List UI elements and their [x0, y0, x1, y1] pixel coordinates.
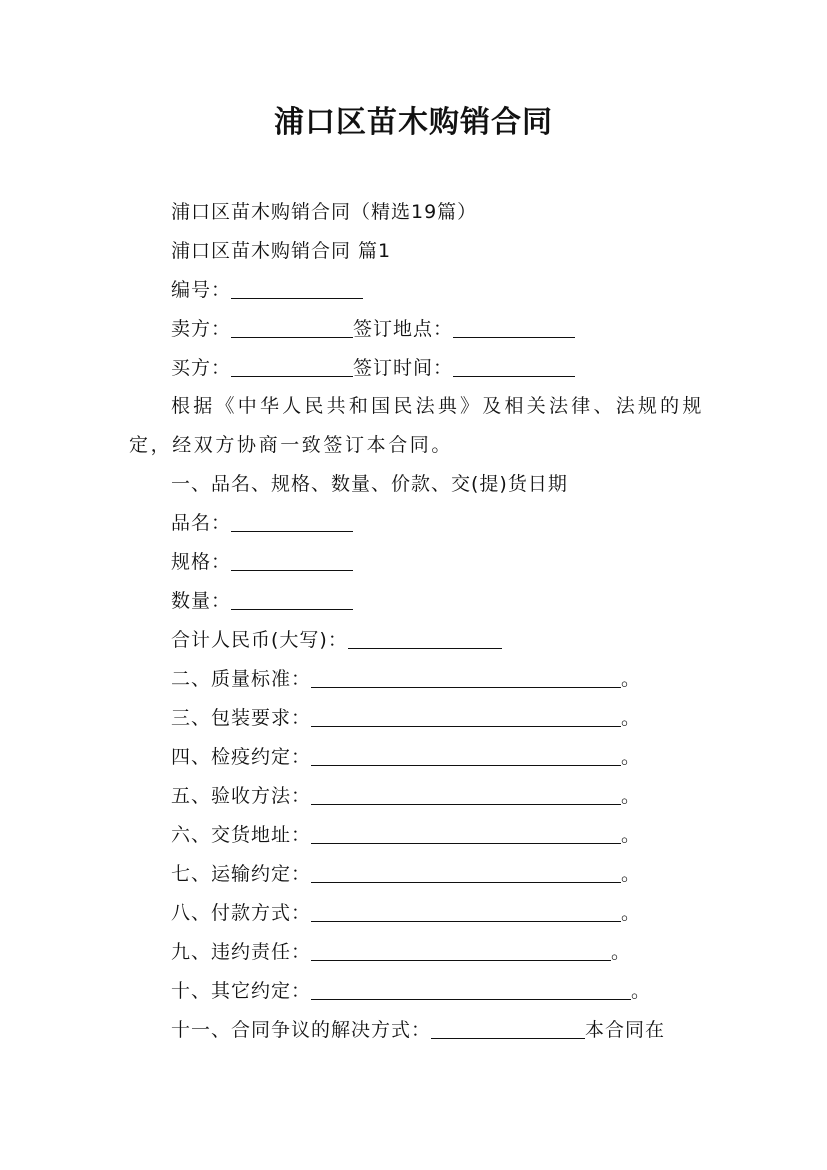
clause-row: [171, 783, 641, 809]
clause-blank: [311, 669, 621, 688]
sign-place-blank: [453, 319, 575, 338]
clause-blank: [311, 786, 621, 805]
clause-label: 三、包装要求：: [171, 707, 312, 729]
total-label: 合计人民币(大写)：: [171, 629, 348, 651]
sign-place-label: 签订地点：: [353, 318, 454, 340]
clause-label: 六、交货地址：: [171, 824, 312, 846]
item1-heading: 一、品名、规格、数量、价款、交(提)货日期: [171, 473, 568, 495]
clause-blank: [311, 981, 631, 1000]
sign-time-blank: [453, 358, 575, 377]
product-name-label: 品名：: [171, 512, 232, 534]
clause-row: [171, 822, 641, 848]
buyer-row: [171, 355, 575, 381]
clause-period: 。: [621, 668, 642, 690]
clause-blank: [311, 825, 621, 844]
clause-row: [171, 900, 641, 926]
clause-period: 。: [621, 824, 642, 846]
document-subtitle: 浦口区苗木购销合同（精选19篇）: [171, 201, 478, 223]
number-blank: [231, 280, 363, 299]
seller-blank: [231, 319, 353, 338]
clause-row: [171, 861, 641, 887]
quantity-label: 数量：: [171, 590, 232, 612]
dispute-tail: 本合同在: [585, 1019, 666, 1041]
clause-period: 。: [621, 785, 642, 807]
spec-row: [171, 549, 353, 575]
clause-row: [171, 666, 641, 692]
clause-period: 。: [621, 863, 642, 885]
clause-row: [171, 705, 641, 731]
total-row: [171, 627, 502, 653]
buyer-blank: [231, 358, 353, 377]
clause-blank: [311, 708, 621, 727]
clause-period: 。: [621, 746, 642, 768]
buyer-label: 买方：: [171, 357, 232, 379]
clause-period: 。: [621, 707, 642, 729]
intro-paragraph: 根据《中华人民共和国民法典》及相关法律、法规的规定，经双方协商一致签订本合同。: [129, 395, 704, 456]
section-heading: 浦口区苗木购销合同 篇1: [171, 240, 392, 262]
clause-label: 九、违约责任：: [171, 941, 312, 963]
quantity-blank: [231, 591, 353, 610]
spec-label: 规格：: [171, 551, 232, 573]
clause-label: 四、检疫约定：: [171, 746, 312, 768]
dispute-blank: [431, 1020, 585, 1039]
sign-time-label: 签订时间：: [353, 357, 454, 379]
seller-row: [171, 316, 575, 342]
clause-label: 十、其它约定：: [171, 980, 312, 1002]
product-name-blank: [231, 513, 353, 532]
clause-blank: [311, 942, 611, 961]
clause-period: 。: [631, 980, 652, 1002]
clause-period: 。: [621, 902, 642, 924]
clause-row: [171, 744, 641, 770]
dispute-row: [171, 1017, 665, 1043]
clause-label: 五、验收方法：: [171, 785, 312, 807]
clause-row: [171, 939, 631, 965]
clause-label: 七、运输约定：: [171, 863, 312, 885]
clause-label: 二、质量标准：: [171, 668, 312, 690]
clause-period: 。: [611, 941, 632, 963]
contract-number-row: [171, 277, 363, 303]
seller-label: 卖方：: [171, 318, 232, 340]
clause-blank: [311, 864, 621, 883]
number-label: 编号：: [171, 279, 232, 301]
total-blank: [348, 630, 502, 649]
clause-blank: [311, 747, 621, 766]
quantity-row: [171, 588, 353, 614]
spec-blank: [231, 552, 353, 571]
document-title: 浦口区苗木购销合同: [274, 105, 553, 140]
dispute-label: 十一、合同争议的解决方式：: [171, 1019, 432, 1041]
clause-row: [171, 978, 651, 1004]
clause-blank: [311, 903, 621, 922]
clause-label: 八、付款方式：: [171, 902, 312, 924]
product-name-row: [171, 510, 353, 536]
